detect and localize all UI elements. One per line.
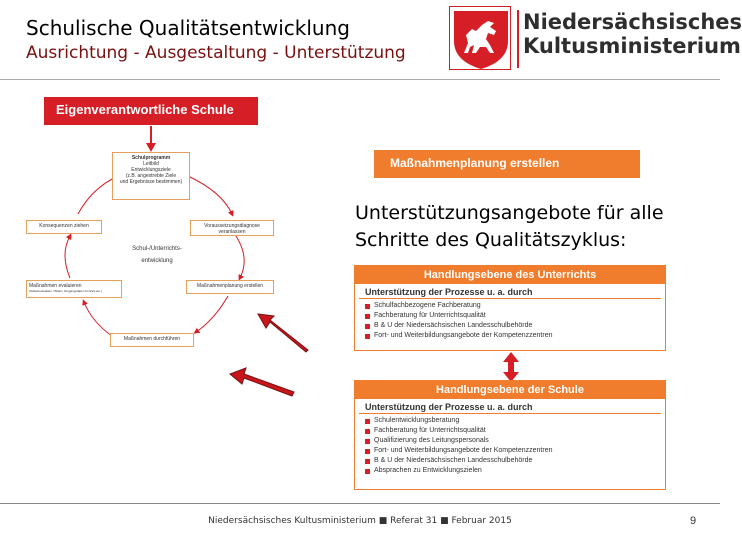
list-item: Fachberatung für Unterrichtsqualität (365, 426, 655, 436)
cycle-arc-top-right (188, 176, 232, 214)
ministry-name-line2: Kultusministerium (523, 34, 741, 58)
panel-connector-arrow (503, 352, 519, 382)
list-item: B & U der Niedersächsischen Landesschulbehörde (365, 321, 655, 331)
panel-schule-subheader: Unterstützung der Prozesse u. a. durch (359, 399, 661, 414)
left-title-bar: Eigenverantwortliche Schule (44, 97, 258, 125)
footer-dept: Referat 31 (390, 516, 438, 526)
cycle-arc-bottom-right (196, 296, 228, 332)
cycle-center-label: Schul-/Unterrichts- entwicklung (132, 246, 182, 264)
list-item: Fort- und Weiterbildungsangebote der Kompetenzzentren (365, 331, 655, 341)
cycle-arc-bottom-left (84, 302, 112, 336)
panel-schule-list (355, 414, 665, 478)
cycle-arc-right (236, 236, 244, 278)
footer-separator-2: ■ (440, 516, 452, 526)
cycle-step-konsequenzen: Konsequenzen ziehen (26, 220, 102, 234)
list-item: Schulfachbezogene Fachberatung (365, 301, 655, 311)
footer-text (150, 516, 570, 526)
panel-unterricht-header: Handlungsebene des Unterrichts (355, 266, 665, 284)
list-item: Fachberatung für Unterrichtsqualität (365, 311, 655, 321)
footer-org: Niedersächsisches Kultusministerium (208, 516, 376, 526)
footer-date: Februar 2015 (451, 516, 512, 526)
footer-separator-1: ■ (378, 516, 391, 526)
slide-subtitle: Ausrichtung - Ausgestaltung - Unterstützung (26, 43, 406, 63)
list-item: Fort- und Weiterbildungsangebote der Kompetenzzentren (365, 446, 655, 456)
list-item: Absprachen zu Entwicklungszielen (365, 466, 655, 476)
cycle-step-diagnose: Voraussetzungsdiagnose veranlassen (190, 220, 274, 236)
cycle-arc-left (65, 236, 70, 278)
page-number: 9 (690, 515, 697, 527)
title-connector-head (146, 143, 156, 152)
step-bar-massnahmenplanung: Maßnahmenplanung erstellen (374, 150, 640, 178)
cycle-step-massnahmenplanung: Maßnahmenplanung erstellen (186, 280, 274, 294)
list-item: Schulentwicklungsberatung (365, 416, 655, 426)
slide-title: Schulische Qualitätsentwicklung (26, 16, 350, 40)
ministry-name-line1: Niedersächsisches (523, 10, 742, 34)
panel-schule-header: Handlungsebene der Schule (355, 381, 665, 399)
cycle-step-durchfuehren: Maßnahmen durchführen (110, 333, 194, 347)
footer-divider (0, 503, 720, 504)
panel-unterricht-list (355, 299, 665, 343)
panel-schule (354, 380, 666, 490)
list-item: Qualifizierung des Leitungspersonals (365, 436, 655, 446)
cycle-step-evaluieren: Maßnahmen evaluieren (Selbstevaluation / Bilanz, Eingangsdaten für EVA etc.) (26, 280, 122, 298)
big-arrow-upper (258, 314, 308, 352)
panel-unterricht-subheader: Unterstützung der Prozesse u. a. durch (359, 284, 661, 299)
big-arrow-lower (230, 368, 294, 396)
panel-unterricht (354, 265, 666, 351)
support-offers-text: Unterstützungsangebote für alle Schritte des Qualitätszyklus: (355, 202, 664, 251)
cycle-step-schulprogramm: Schulprogramm Leitbild Entwicklungsziele (z.B. angestrebte Ziele und Ergebnisse bestimmen) (112, 152, 190, 200)
list-item: B & U der Niedersächsischen Landesschulbehörde (365, 456, 655, 466)
